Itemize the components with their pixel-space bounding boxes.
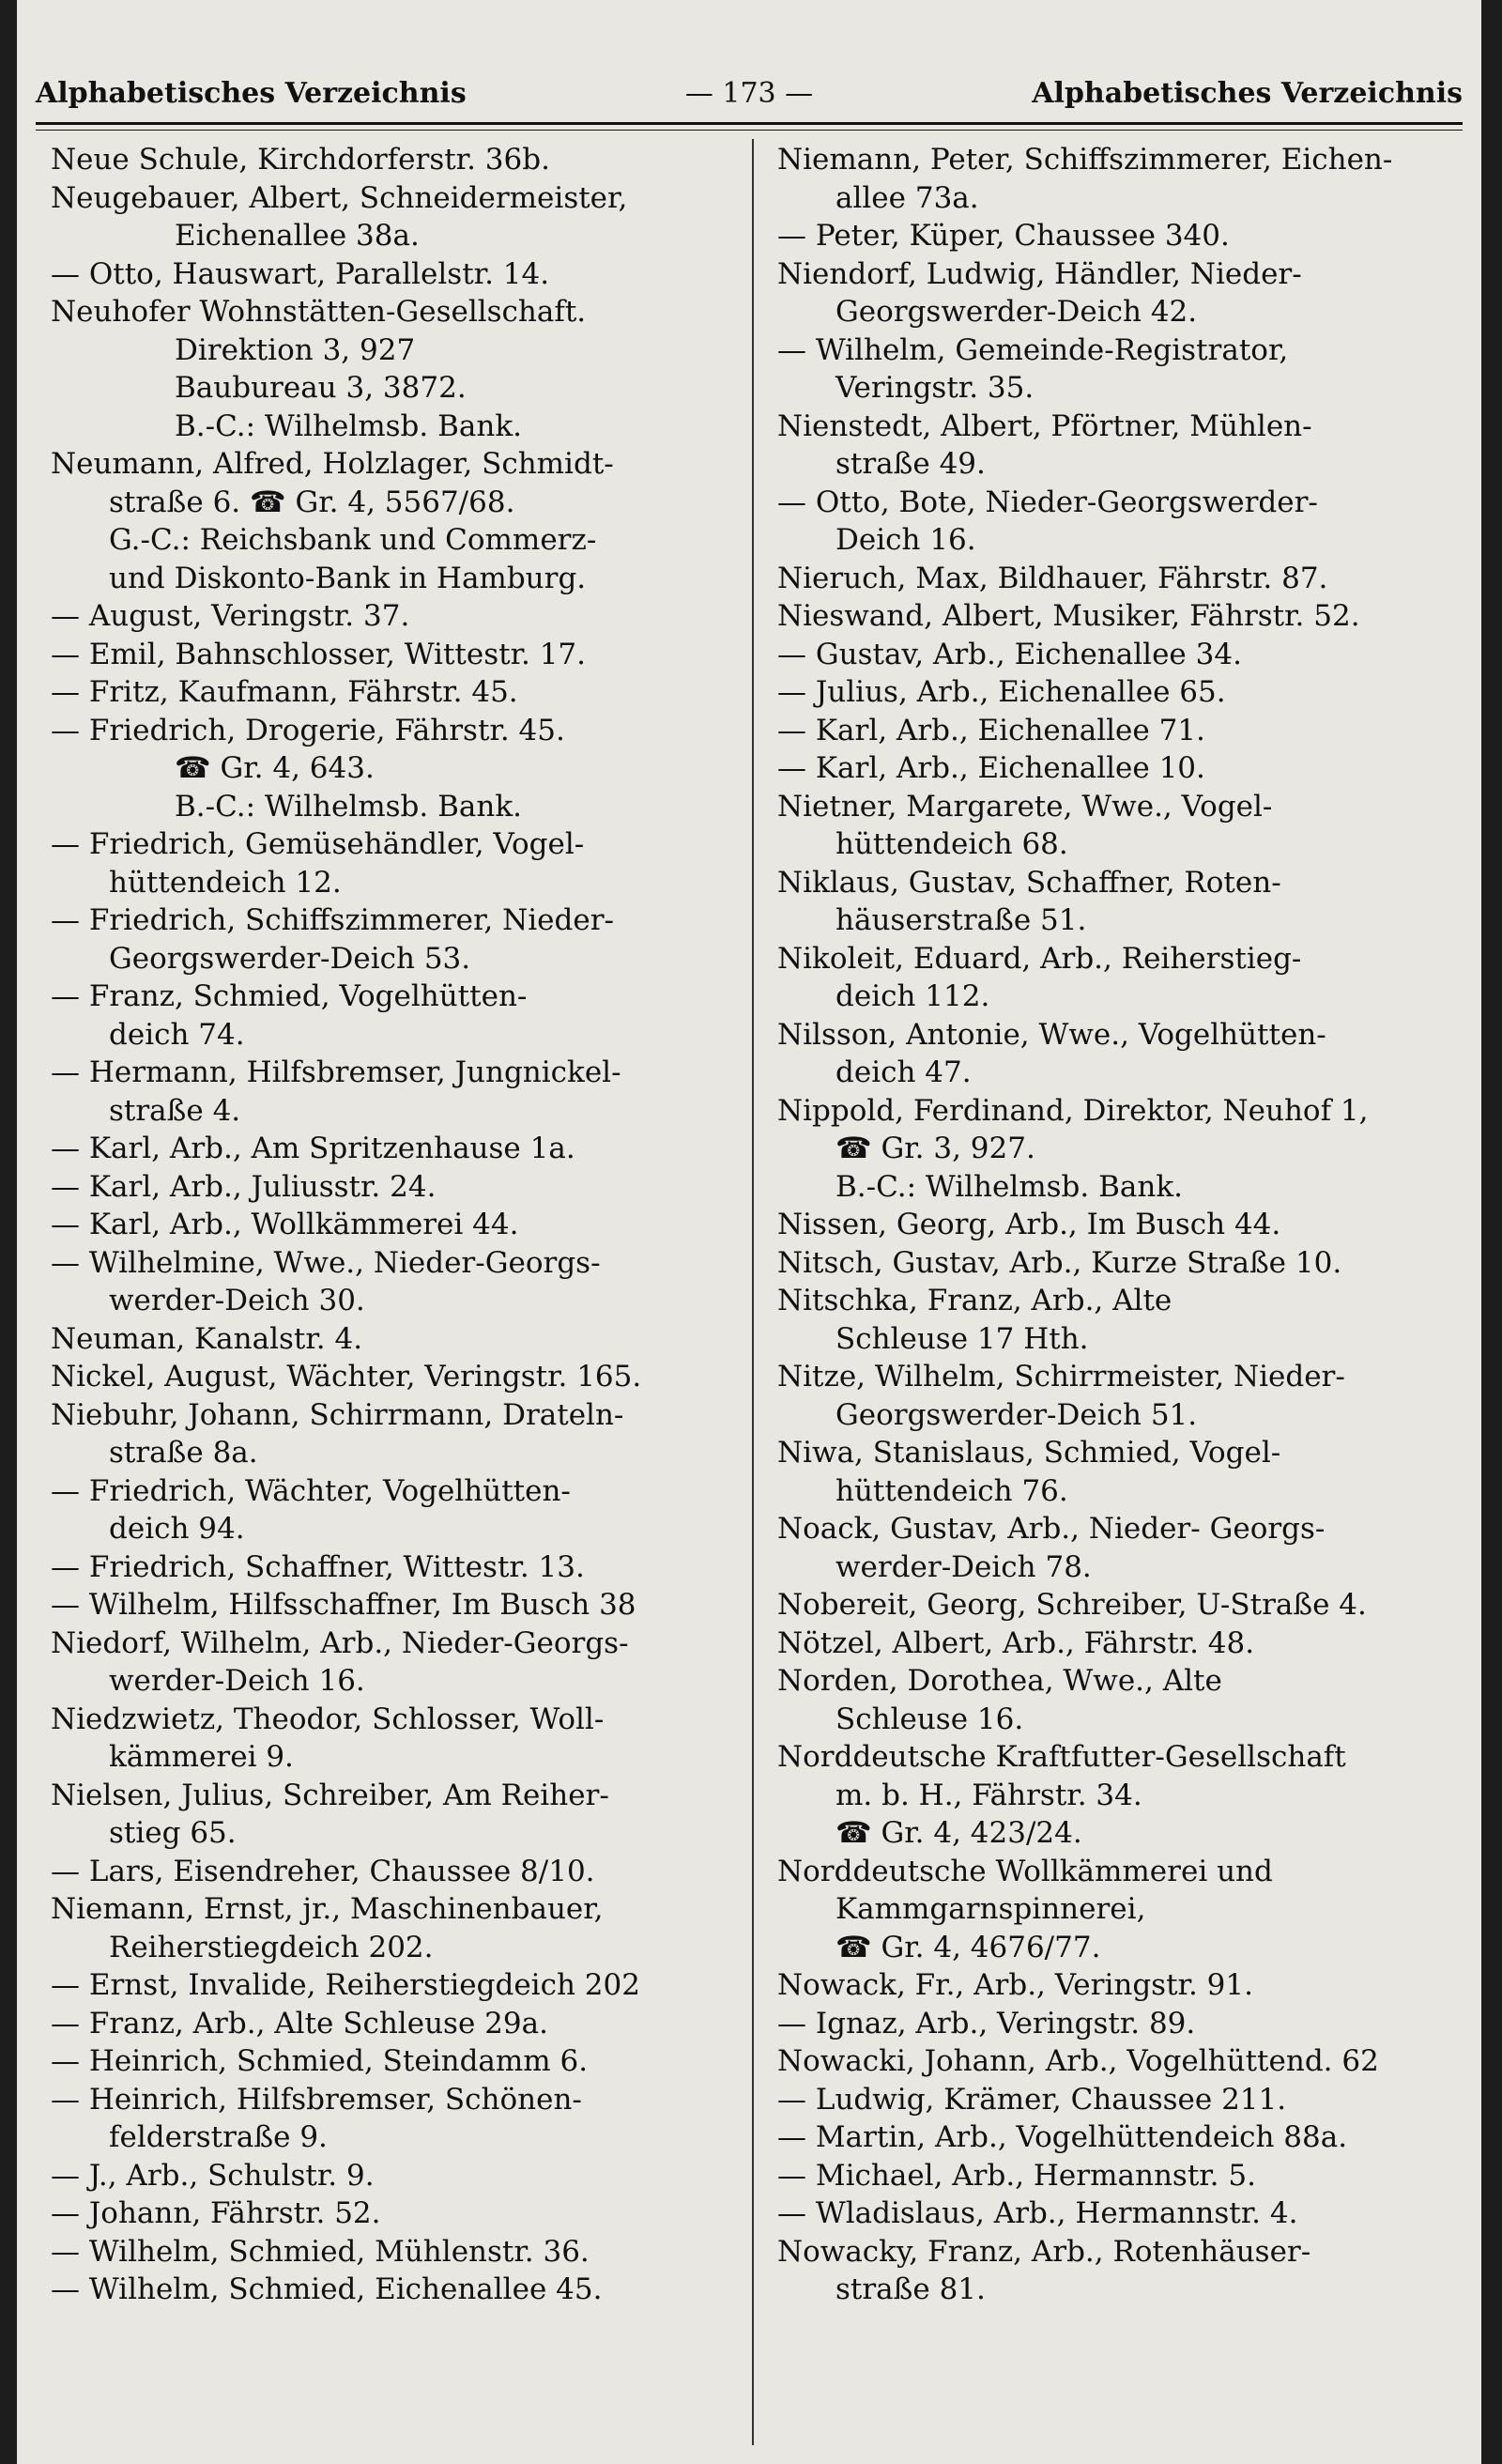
directory-entry-continuation: B.-C.: Wilhelmsb. Bank. — [835, 1169, 1183, 1204]
directory-entry: — Martin, Arb., Vogelhüttendeich 88a. — [777, 2120, 1348, 2154]
directory-entry: — Karl, Arb., Eichenallee 71. — [777, 713, 1205, 747]
directory-entry: Noack, Gustav, Arb., Nieder- Georgs- — [777, 1512, 1326, 1546]
directory-entry-continuation: Kammgarnspinnerei, — [835, 1892, 1146, 1926]
directory-page — [17, 0, 1481, 2464]
directory-entry-continuation: ☎ Gr. 3, 927. — [835, 1132, 1035, 1165]
directory-entry: Niedzwietz, Theodor, Schlosser, Woll- — [51, 1702, 605, 1736]
directory-entry-continuation: hüttendeich 76. — [835, 1473, 1068, 1508]
directory-entry: Norddeutsche Kraftfutter-Gesellschaft — [777, 1740, 1346, 1774]
directory-entry: — Wilhelm, Schmied, Eichenallee 45. — [51, 2272, 603, 2306]
directory-entry: — Michael, Arb., Hermannstr. 5. — [777, 2158, 1256, 2193]
directory-entry: — Wilhelm, Gemeinde-Registrator, — [777, 332, 1289, 367]
directory-entry-continuation: Veringstr. 35. — [835, 371, 1035, 405]
directory-entry-continuation: allee 73a. — [835, 180, 979, 215]
directory-entry: Neuman, Kanalstr. 4. — [51, 1321, 363, 1356]
directory-entry-continuation: B.-C.: Wilhelmsb. Bank. — [175, 789, 522, 824]
directory-entry: — Karl, Arb., Juliusstr. 24. — [51, 1169, 437, 1204]
directory-entry-continuation: werder-Deich 16. — [109, 1664, 365, 1698]
directory-entry-continuation: m. b. H., Fährstr. 34. — [835, 1778, 1142, 1812]
directory-entry-continuation: und Diskonto-Bank in Hamburg. — [109, 561, 587, 595]
directory-entry: — Gustav, Arb., Eichenallee 34. — [777, 637, 1242, 671]
directory-entry: Niebuhr, Johann, Schirrmann, Drateln- — [51, 1397, 624, 1432]
directory-entry-continuation: hüttendeich 12. — [109, 865, 342, 900]
directory-entry: Nickel, August, Wächter, Veringstr. 165. — [51, 1360, 642, 1394]
directory-entry: Norden, Dorothea, Wwe., Alte — [777, 1664, 1222, 1698]
directory-entry-continuation: ☎ Gr. 4, 423/24. — [835, 1816, 1082, 1850]
header-rule-thin — [36, 130, 1463, 131]
directory-entry: Niemann, Ernst, jr., Maschinenbauer, — [51, 1892, 604, 1926]
directory-entry: — Franz, Schmied, Vogelhütten- — [51, 979, 528, 1013]
directory-entry-continuation: Direktion 3, 927 — [175, 332, 416, 367]
directory-entry: — Ludwig, Krämer, Chaussee 211. — [777, 2082, 1287, 2117]
directory-entry: — Emil, Bahnschlosser, Wittestr. 17. — [51, 637, 586, 671]
directory-entry-continuation: B.-C.: Wilhelmsb. Bank. — [175, 408, 522, 443]
directory-entry: Neugebauer, Albert, Schneidermeister, — [51, 180, 628, 215]
directory-entry-continuation: werder-Deich 30. — [109, 1284, 365, 1317]
directory-entry: — Julius, Arb., Eichenallee 65. — [777, 675, 1226, 709]
directory-entry: Nitsch, Gustav, Arb., Kurze Straße 10. — [777, 1245, 1342, 1280]
header-right-title: Alphabetisches Verzeichnis — [1032, 77, 1463, 110]
directory-entry: Niendorf, Ludwig, Händler, Nieder- — [777, 256, 1302, 291]
directory-entry-continuation: häuserstraße 51. — [835, 903, 1087, 937]
directory-entry: — Ignaz, Arb., Veringstr. 89. — [777, 2006, 1196, 2040]
directory-entry: — Johann, Fährstr. 52. — [51, 2196, 381, 2230]
directory-entry-continuation: G.-C.: Reichsbank und Commerz- — [109, 523, 597, 557]
directory-entry: — Karl, Arb., Wollkämmerei 44. — [51, 1208, 519, 1241]
directory-entry: — Karl, Arb., Eichenallee 10. — [777, 751, 1205, 785]
directory-entry-continuation: ☎ Gr. 4, 4676/77. — [835, 1930, 1101, 1964]
header-left-title: Alphabetisches Verzeichnis — [36, 77, 467, 110]
directory-entry: Norddeutsche Wollkämmerei und — [777, 1854, 1273, 1888]
directory-entry-continuation: werder-Deich 78. — [835, 1549, 1092, 1584]
directory-entry: Nowacky, Franz, Arb., Rotenhäuser- — [777, 2234, 1311, 2269]
directory-entry: Niemann, Peter, Schiffszimmerer, Eichen- — [777, 143, 1393, 177]
directory-entry: Nitze, Wilhelm, Schirrmeister, Nieder- — [777, 1360, 1345, 1394]
header-rule-thick — [36, 122, 1463, 125]
directory-entry: Neumann, Alfred, Holzlager, Schmidt- — [51, 447, 614, 481]
directory-entry: — Hermann, Hilfsbremser, Jungnickel- — [51, 1055, 621, 1089]
directory-entry-continuation: straße 49. — [835, 447, 986, 481]
directory-entry: — J., Arb., Schulstr. 9. — [51, 2158, 375, 2193]
directory-entry: Neuhofer Wohnstätten-Gesellschaft. — [51, 295, 587, 329]
directory-entry-continuation: deich 47. — [835, 1055, 972, 1089]
directory-entry-continuation: Baubureau 3, 3872. — [175, 371, 467, 405]
directory-entry-continuation: deich 94. — [109, 1512, 245, 1546]
directory-entry: Nitschka, Franz, Arb., Alte — [777, 1284, 1172, 1317]
page-header — [36, 73, 1463, 122]
directory-entry: — Peter, Küper, Chaussee 340. — [777, 219, 1230, 253]
directory-entry: Nötzel, Albert, Arb., Fährstr. 48. — [777, 1625, 1255, 1660]
directory-entry-continuation: kämmerei 9. — [109, 1740, 294, 1774]
directory-entry: — Wladislaus, Arb., Hermannstr. 4. — [777, 2196, 1298, 2230]
column-divider — [752, 139, 754, 2445]
directory-entry-continuation: Reiherstiegdeich 202. — [109, 1930, 434, 1964]
directory-entry: Neue Schule, Kirchdorferstr. 36b. — [51, 143, 550, 177]
directory-entry: — Ernst, Invalide, Reiherstiegdeich 202 — [51, 1968, 640, 2002]
directory-entry: Niwa, Stanislaus, Schmied, Vogel- — [777, 1436, 1281, 1470]
directory-entry: — Wilhelm, Hilfsschaffner, Im Busch 38 — [51, 1588, 636, 1622]
directory-entry-continuation: Georgswerder-Deich 42. — [835, 295, 1198, 329]
directory-entry-continuation: Deich 16. — [835, 523, 976, 557]
directory-entry-continuation: felderstraße 9. — [109, 2120, 328, 2154]
left-column — [51, 141, 741, 2309]
directory-entry-continuation: ☎ Gr. 4, 643. — [175, 751, 375, 785]
page-number: — 173 — — [684, 77, 814, 110]
directory-entry: — Otto, Hauswart, Parallelstr. 14. — [51, 256, 550, 291]
directory-entry: Nieruch, Max, Bildhauer, Fährstr. 87. — [777, 561, 1328, 595]
directory-entry: Niedorf, Wilhelm, Arb., Nieder-Georgs- — [51, 1625, 629, 1660]
directory-entry: — Heinrich, Hilfsbremser, Schönen- — [51, 2082, 582, 2117]
directory-entry: — Lars, Eisendreher, Chaussee 8/10. — [51, 1854, 595, 1888]
directory-entry: — Friedrich, Gemüsehändler, Vogel- — [51, 827, 585, 861]
directory-entry: Nienstedt, Albert, Pförtner, Mühlen- — [777, 408, 1312, 443]
directory-entry-continuation: straße 4. — [109, 1093, 241, 1128]
directory-entry-continuation: Georgswerder-Deich 53. — [109, 941, 471, 976]
directory-entry: — Karl, Arb., Am Spritzenhause 1a. — [51, 1132, 575, 1165]
directory-entry: — August, Veringstr. 37. — [51, 599, 410, 633]
directory-entry: Niklaus, Gustav, Schaffner, Roten- — [777, 865, 1281, 900]
directory-entry: Nietner, Margarete, Wwe., Vogel- — [777, 789, 1273, 824]
directory-entry-continuation: Schleuse 16. — [835, 1702, 1024, 1736]
directory-entry: Nielsen, Julius, Schreiber, Am Reiher- — [51, 1778, 609, 1812]
directory-entry-continuation: stieg 65. — [109, 1816, 237, 1850]
directory-entry: — Otto, Bote, Nieder-Georgswerder- — [777, 485, 1318, 519]
directory-entry: — Heinrich, Schmied, Steindamm 6. — [51, 2044, 589, 2078]
directory-entry-continuation: straße 6. ☎ Gr. 4, 5567/68. — [109, 485, 515, 519]
directory-entry: Nobereit, Georg, Schreiber, U-Straße 4. — [777, 1588, 1367, 1622]
directory-entry: Nissen, Georg, Arb., Im Busch 44. — [777, 1208, 1281, 1241]
directory-entry-continuation: deich 74. — [109, 1017, 245, 1052]
directory-entry: — Friedrich, Wächter, Vogelhütten- — [51, 1473, 571, 1508]
right-column — [777, 141, 1467, 2309]
directory-entry: — Franz, Arb., Alte Schleuse 29a. — [51, 2006, 548, 2040]
directory-entry: Nieswand, Albert, Musiker, Fährstr. 52. — [777, 599, 1360, 633]
directory-entry: Nowacki, Johann, Arb., Vogelhüttend. 62 — [777, 2044, 1379, 2078]
directory-entry: — Friedrich, Drogerie, Fährstr. 45. — [51, 713, 565, 747]
directory-entry-continuation: Georgswerder-Deich 51. — [835, 1397, 1198, 1432]
directory-entry-continuation: straße 8a. — [109, 1436, 258, 1470]
directory-entry-continuation: hüttendeich 68. — [835, 827, 1068, 861]
directory-entry: Nikoleit, Eduard, Arb., Reiherstieg- — [777, 941, 1302, 976]
directory-entry: Nilsson, Antonie, Wwe., Vogelhütten- — [777, 1017, 1326, 1052]
directory-entry-continuation: deich 112. — [835, 979, 990, 1013]
directory-entry: Nowack, Fr., Arb., Veringstr. 91. — [777, 1968, 1253, 2002]
directory-entry: Nippold, Ferdinand, Direktor, Neuhof 1, — [777, 1093, 1369, 1128]
directory-entry-continuation: Eichenallee 38a. — [175, 219, 420, 253]
directory-entry: — Friedrich, Schaffner, Wittestr. 13. — [51, 1549, 585, 1584]
directory-entry-continuation: straße 81. — [835, 2272, 986, 2306]
directory-entry: — Fritz, Kaufmann, Fährstr. 45. — [51, 675, 518, 709]
directory-entry: — Friedrich, Schiffszimmerer, Nieder- — [51, 903, 615, 937]
directory-entry: — Wilhelmine, Wwe., Nieder-Georgs- — [51, 1245, 601, 1280]
directory-entry: — Wilhelm, Schmied, Mühlenstr. 36. — [51, 2234, 590, 2269]
directory-entry-continuation: Schleuse 17 Hth. — [835, 1321, 1089, 1356]
